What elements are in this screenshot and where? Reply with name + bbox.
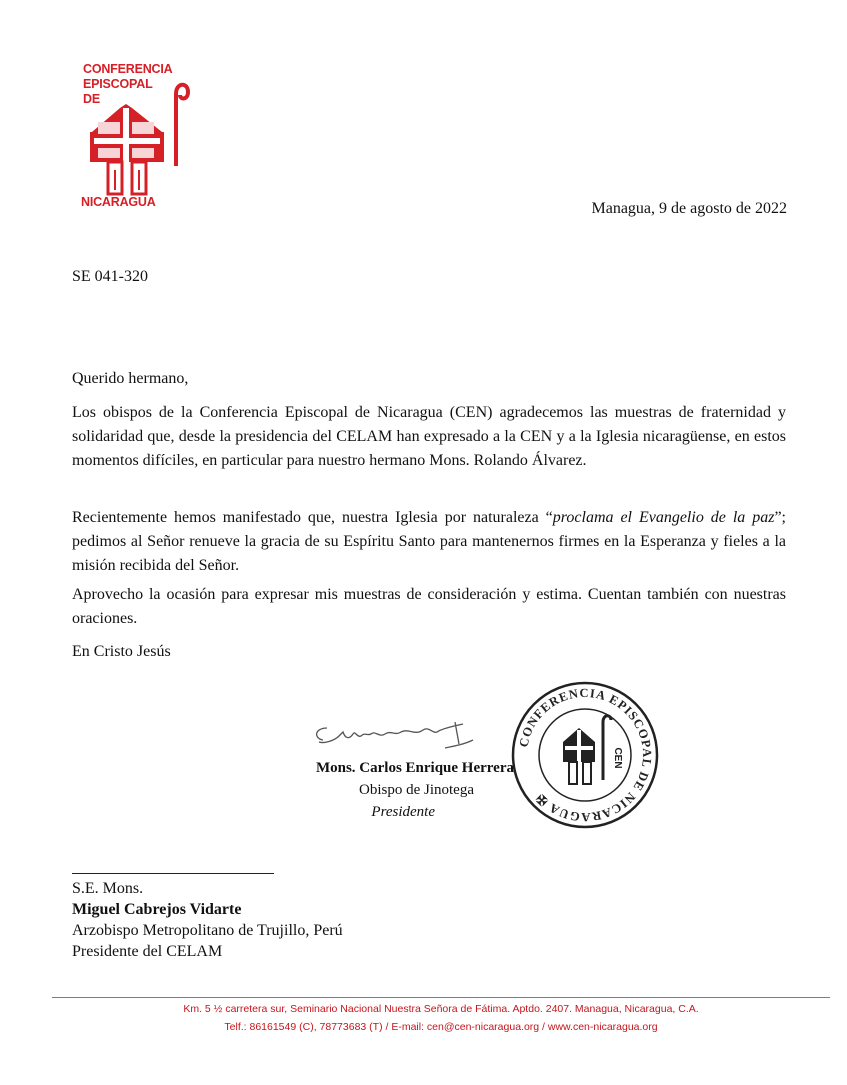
handwritten-signature — [305, 710, 485, 760]
recipient-role: Presidente del CELAM — [72, 943, 223, 960]
logo-text-line2: EPISCOPAL — [83, 77, 153, 91]
signer-name: Mons. Carlos Enrique Herrera — [315, 760, 514, 776]
recipient-title: Arzobispo Metropolitano de Trujillo, Perú — [72, 922, 343, 939]
closing: En Cristo Jesús — [72, 643, 171, 660]
recipient-block — [72, 878, 343, 962]
paragraph-2-after: ”; pedimos al Señor renueve la gracia de su Espíritu Santo para mantenernos firmes en la Esperanza y fieles a la misión recibida del Señor. — [72, 509, 786, 574]
cen-logo — [80, 62, 190, 212]
letter-date: Managua, 9 de agosto de 2022 — [591, 200, 787, 217]
seal-ring-text: CONFERENCIA EPISCOPAL DE NICARAGUA ✠ — [516, 685, 655, 825]
seal-mitre-icon — [563, 716, 611, 784]
paragraph-2-before: Recientemente hemos manifestado que, nuestra Iglesia por naturaleza “ — [72, 509, 553, 526]
footer-divider — [52, 997, 830, 998]
recipient-name: Miguel Cabrejos Vidarte — [72, 901, 242, 918]
logo-text-line4: NICARAGUA — [81, 195, 156, 209]
reference-number: SE 041-320 — [72, 268, 148, 285]
recipient-honorific: S.E. Mons. — [72, 880, 144, 897]
salutation: Querido hermano, — [72, 370, 189, 387]
paragraph-1: Los obispos de la Conferencia Episcopal de Nicaragua (CEN) agradecemos las muestras de fraternidad y solidaridad que, desde la presidencia del CELAM han expresado a la CEN y a la Iglesia nicaragüense, en estos momentos difíciles, en particular para nuestro hermano Mons. Rolando Álvarez. — [72, 404, 786, 469]
signer-role: Presidente — [371, 804, 435, 820]
logo-text-line1: CONFERENCIA — [83, 62, 173, 76]
footer-contact: Telf.: 86161549 (C), 78773683 (T) / E-mail: cen@cen-nicaragua.org / www.cen-nicaragua.org — [224, 1021, 658, 1033]
paragraph-2-quote: proclama el Evangelio de la paz — [552, 509, 775, 526]
footer-address: Km. 5 ½ carretera sur, Seminario Nacional Nuestra Señora de Fátima. Aptdo. 2407. Managua, Nicaragua, C.A. — [183, 1003, 699, 1015]
seal-center-text: CEN — [612, 747, 623, 769]
official-seal-stamp — [505, 680, 665, 830]
paragraph-2 — [72, 506, 786, 578]
logo-text-line3: DE — [83, 92, 100, 106]
recipient-divider — [72, 873, 274, 874]
signer-title: Obispo de Jinotega — [359, 782, 474, 798]
paragraph-3: Aprovecho la ocasión para expresar mis muestras de consideración y estima. Cuentan también con nuestras oraciones. — [72, 586, 786, 627]
